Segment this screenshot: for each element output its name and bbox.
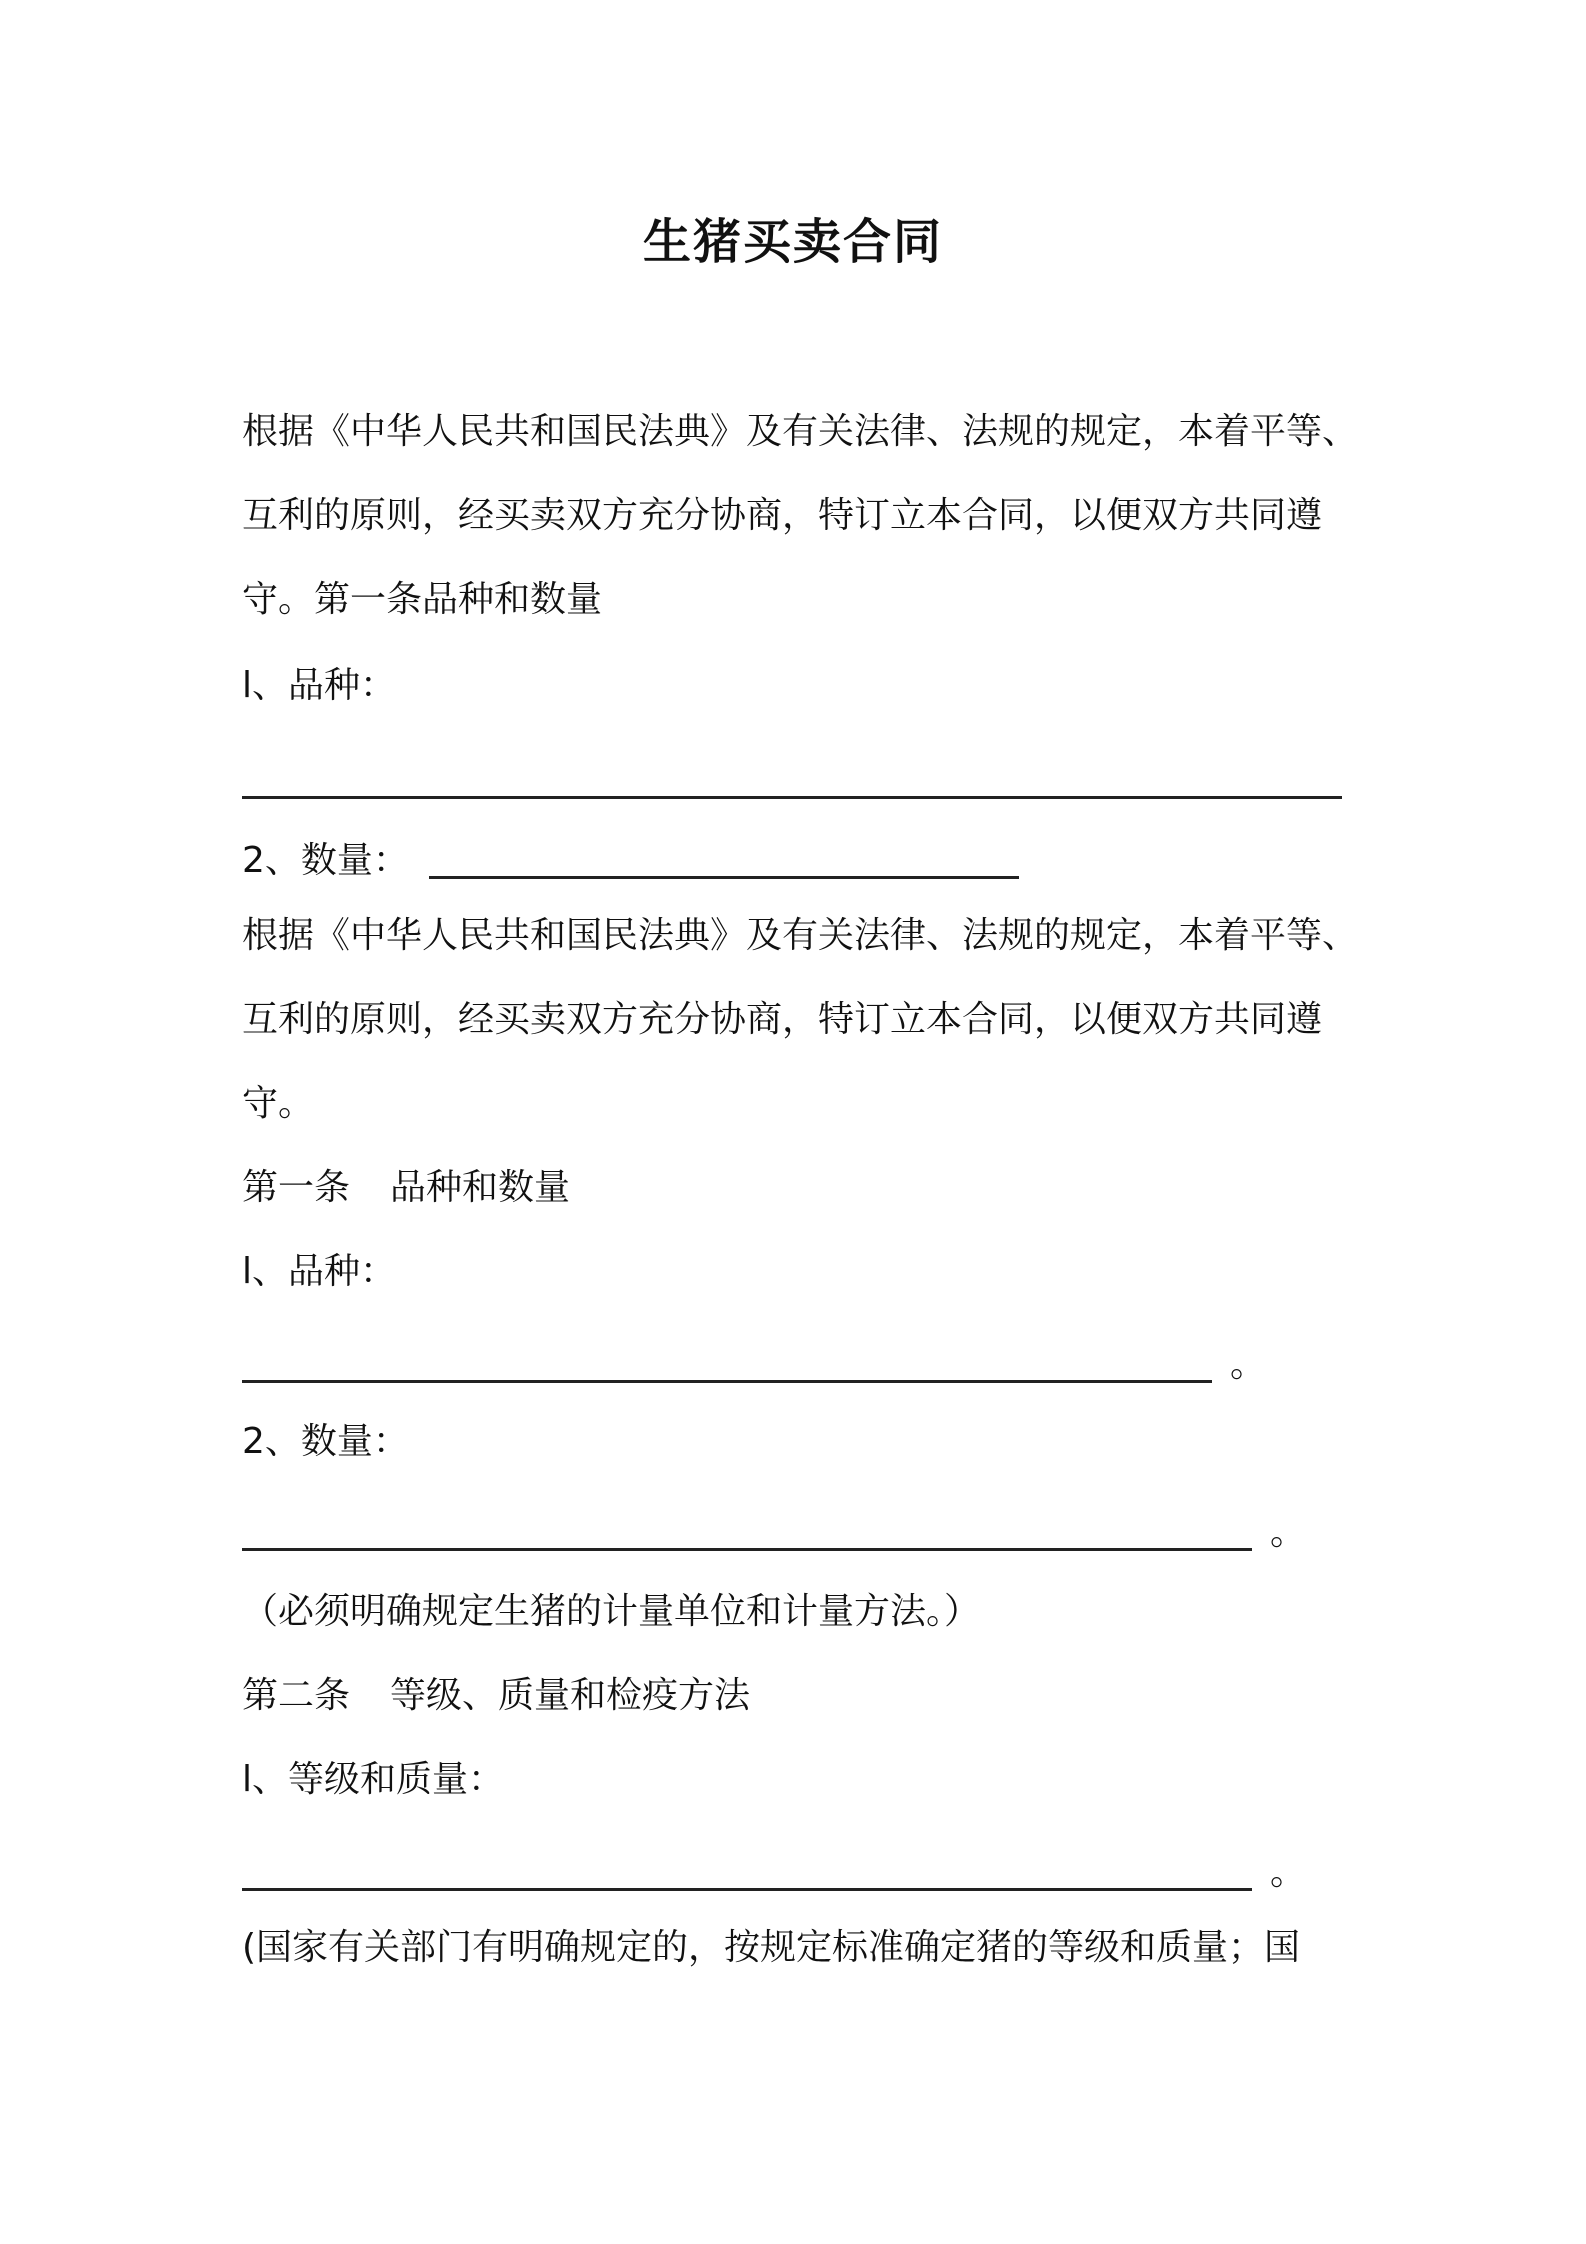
fill-in-blank — [242, 1508, 1252, 1551]
paragraph-line: 守。第一条品种和数量 — [242, 579, 603, 620]
article-1-heading — [242, 1164, 570, 1212]
measurement-note: （必须明确规定生猪的计量单位和计量方法。） — [242, 1591, 981, 1632]
article-title: 品种和数量 — [390, 1167, 571, 1208]
item-variety-blank-row — [242, 1340, 1266, 1389]
paragraph-line: 根据《中华人民共和国民法典》及有关法律、法规的规定，本着平等、 — [242, 915, 1359, 956]
paragraph-line: 守。 — [242, 1083, 315, 1124]
paragraph-line: 根据《中华人民共和国民法典》及有关法律、法规的规定，本着平等、 — [242, 411, 1359, 452]
paragraph-line: 互利的原则，经买卖双方充分协商，特订立本合同，以便双方共同遵 — [242, 495, 1323, 536]
fill-in-blank — [429, 836, 1019, 879]
grade-quality-label: l、等级和质量： — [242, 1759, 505, 1800]
article-number: 第二条 — [242, 1675, 351, 1716]
item-variety-label: l、品种： — [242, 665, 397, 706]
article-2-heading — [242, 1672, 750, 1720]
line-end-mark: 。 — [1270, 1512, 1307, 1553]
item-variety-label: l、品种： — [242, 1251, 397, 1292]
document-title: 生猪买卖合同 — [642, 214, 943, 270]
fill-in-blank — [242, 756, 1342, 799]
fill-in-blank — [242, 1340, 1212, 1383]
article-title: 等级、质量和检疫方法 — [390, 1675, 751, 1716]
item-quantity-blank-row — [242, 1508, 1306, 1557]
item-quantity-label: 2、数量： — [242, 840, 409, 881]
item-quantity-row — [242, 836, 1019, 885]
item-quantity-label: 2、数量： — [242, 1421, 409, 1462]
line-end-mark: 。 — [1230, 1344, 1267, 1385]
line-end-mark: 。 — [1270, 1852, 1307, 1893]
article-number: 第一条 — [242, 1167, 351, 1208]
item-variety-blank-row — [242, 756, 1342, 805]
grade-note: (国家有关部门有明确规定的，按规定标准确定猪的等级和质量；国 — [242, 1927, 1301, 1968]
grade-quality-blank-row — [242, 1848, 1306, 1897]
paragraph-line: 互利的原则，经买卖双方充分协商，特订立本合同，以便双方共同遵 — [242, 999, 1323, 1040]
fill-in-blank — [242, 1848, 1252, 1891]
